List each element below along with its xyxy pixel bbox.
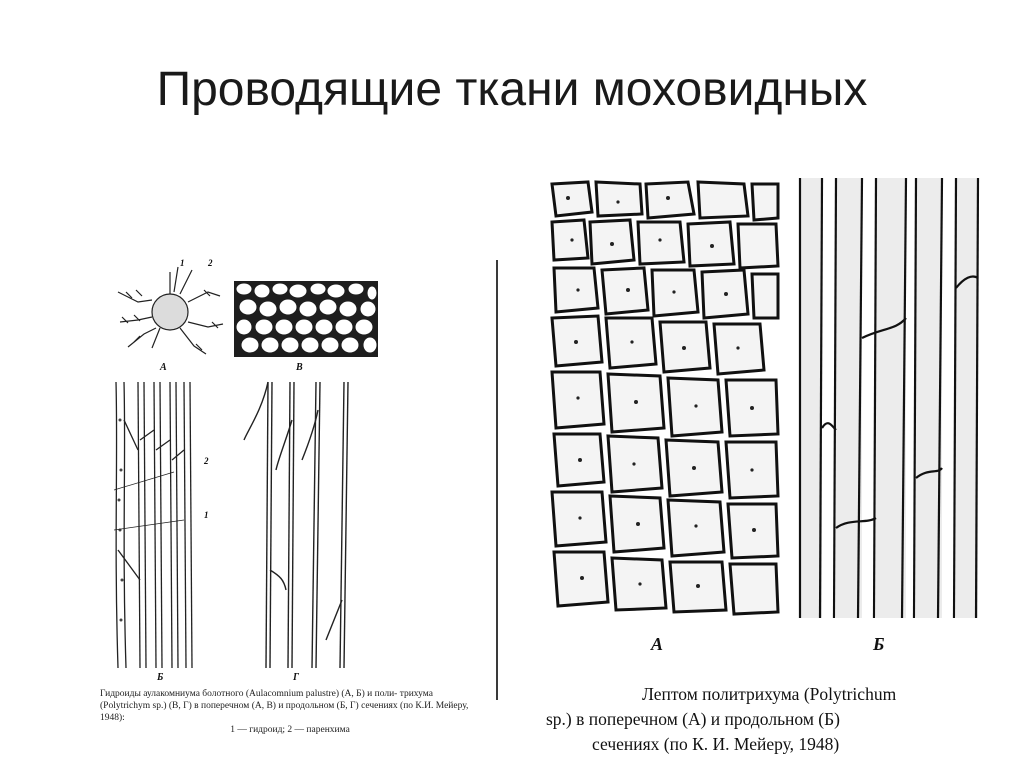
left-caption-line-1: Гидроиды аулакомниума болотного (Aulacomnium palustre) (А, Б) и поли- bbox=[100, 689, 398, 699]
right-label-b: Б bbox=[873, 634, 885, 654]
left-label-v: В bbox=[296, 362, 303, 373]
figure-divider bbox=[496, 260, 498, 700]
left-label-a: А bbox=[160, 362, 167, 373]
left-figure-longitudinal-g bbox=[240, 380, 360, 670]
left-figure-longitudinal-b bbox=[104, 380, 214, 670]
right-figure-caption bbox=[546, 682, 986, 757]
right-caption-line-1: Лептом политрихума (Polytrichum bbox=[642, 684, 897, 704]
right-figure-cross-section-a bbox=[548, 178, 780, 618]
left-label-n2-top: 2 bbox=[208, 258, 213, 268]
right-caption-line-2: sp.) в поперечном (А) и продольном (Б) bbox=[546, 709, 840, 729]
left-figure-cross-section-v bbox=[234, 281, 378, 357]
left-caption-line-2: трихума (Polytrichym sp.) (В, Г) в поперечном (А, В) и продольном (Б, Г) сечениях (по К.И. Мейеру, 1948): bbox=[100, 689, 469, 723]
slide-title: Проводящие ткани моховидных bbox=[156, 63, 868, 116]
left-label-b: Б bbox=[157, 672, 164, 683]
left-figure-caption bbox=[100, 688, 480, 736]
left-figure-cross-section-a bbox=[108, 262, 228, 362]
right-figure-longitudinal-b bbox=[792, 178, 982, 618]
left-caption-line-3: 1 — гидроид; 2 — паренхима bbox=[230, 725, 350, 735]
left-label-g: Г bbox=[293, 672, 300, 683]
left-label-n1-top: 1 bbox=[180, 258, 185, 268]
left-label-n1-side: 1 bbox=[204, 510, 209, 520]
left-label-n2-side: 2 bbox=[204, 456, 209, 466]
right-caption-line-3: сечениях (по К. И. Мейеру, 1948) bbox=[592, 734, 840, 754]
right-label-a: А bbox=[651, 634, 664, 654]
